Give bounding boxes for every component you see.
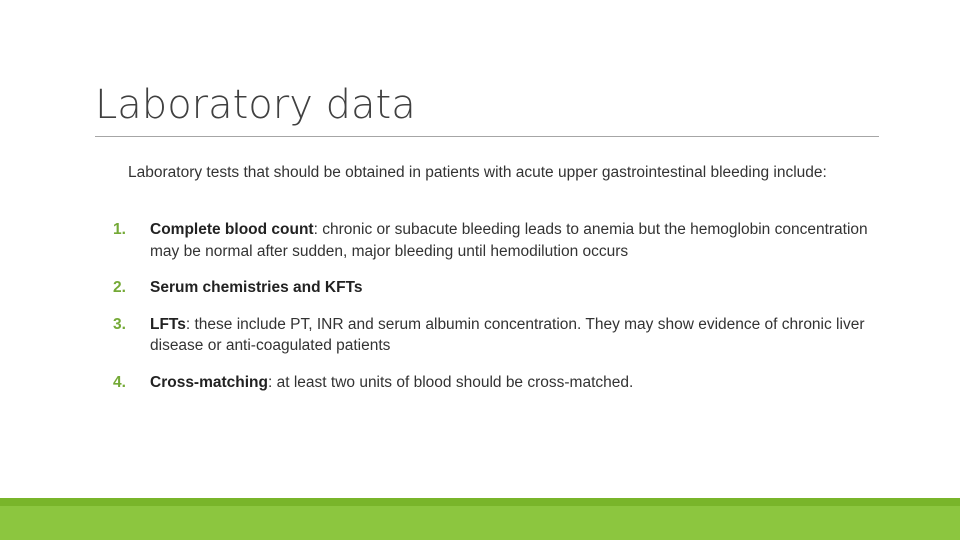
list-item-number: 4. [113, 373, 126, 391]
intro-paragraph: Laboratory tests that should be obtained in patients with acute upper gastrointestinal bleeding include: [128, 164, 827, 181]
list-item-term: Serum chemistries and KFTs [150, 279, 363, 296]
list-item [113, 277, 873, 299]
list-item-body [150, 314, 873, 357]
list-item-text: : chronic or subacute bleeding leads to anemia but the hemoglobin concentration may be normal after sudden, major bleeding until hemodilution occurs [150, 221, 868, 260]
list-item-term: Complete blood count [150, 221, 314, 238]
list-item-body [150, 372, 873, 394]
list-item [113, 219, 873, 262]
slide-title: Laboratory data [95, 82, 416, 128]
list-item [113, 372, 873, 394]
list-item-term: LFTs [150, 315, 186, 333]
footer-accent-stripe [0, 498, 960, 506]
list-item-number: 2. [113, 279, 126, 296]
list-item-number: 1. [113, 221, 126, 238]
list-item-term: Cross-matching [150, 373, 268, 391]
lab-test-list [113, 219, 873, 393]
title-divider [95, 136, 879, 137]
list-item-text: : at least two units of blood should be cross-matched. [268, 373, 634, 391]
list-item-body [150, 277, 873, 299]
list-item-body [150, 219, 873, 262]
list-item-text: : these include PT, INR and serum albumin concentration. They may show evidence of chronic liver disease or anti-coagulated patients [150, 315, 865, 354]
list-item [113, 314, 873, 357]
list-item-number: 3. [113, 315, 126, 333]
